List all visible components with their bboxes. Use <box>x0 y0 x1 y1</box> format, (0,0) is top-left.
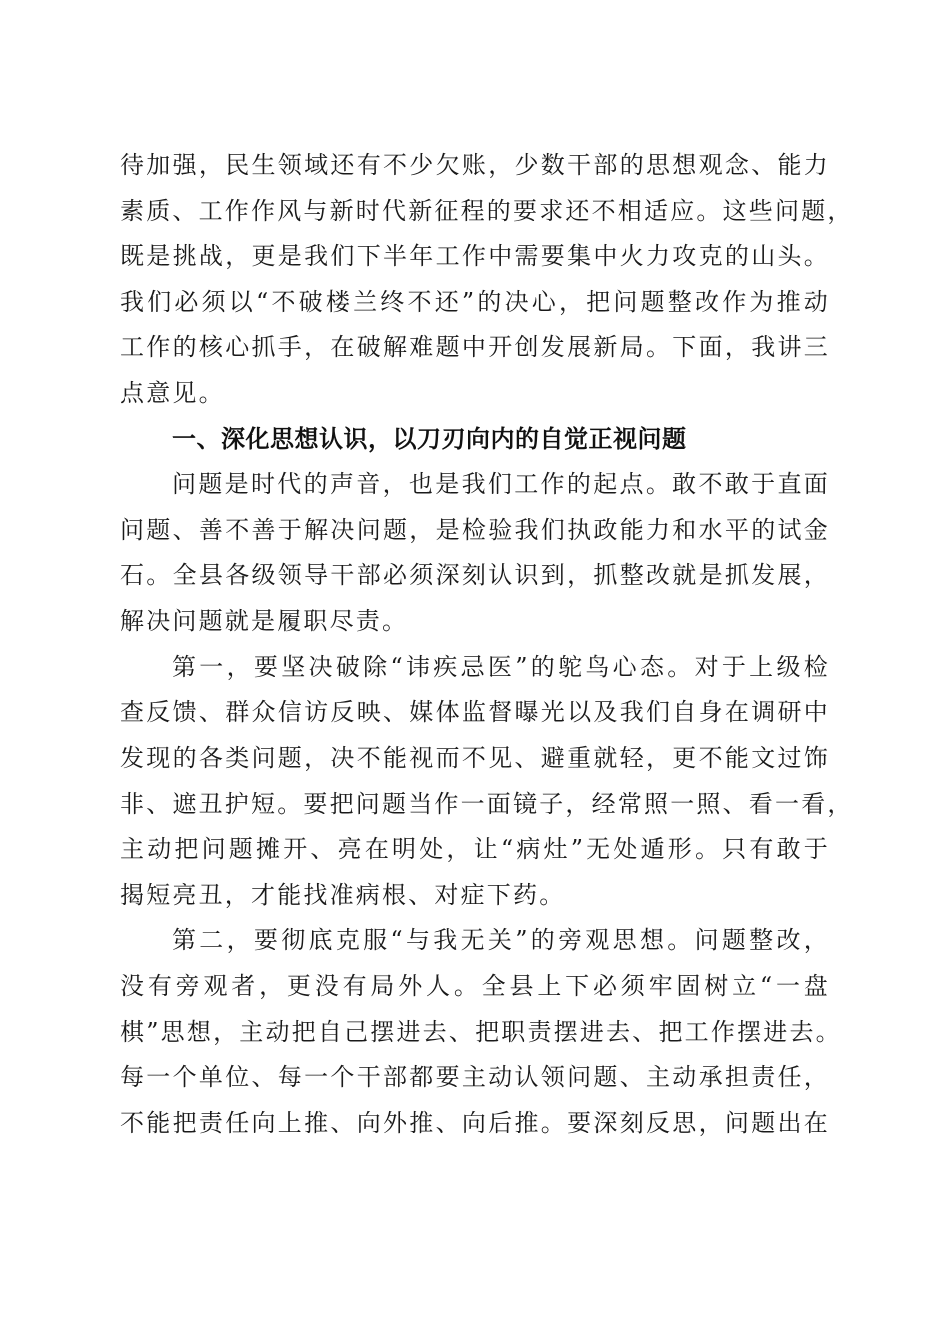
paragraph-line: 我们必须以“不破楼兰终不还”的决心，把问题整改作为推动 <box>120 288 830 316</box>
paragraph-line: 待加强，民生领域还有不少欠账，少数干部的思想观念、能力 <box>120 151 830 179</box>
paragraph-line: 既是挑战，更是我们下半年工作中需要集中火力攻克的山头。 <box>120 242 830 270</box>
paragraph-line: 第一，要坚决破除“讳疾忌医”的鸵鸟心态。对于上级检 <box>172 653 830 681</box>
paragraph-line: 棋”思想，主动把自己摆进去、把职责摆进去、把工作摆进去。 <box>120 1018 842 1046</box>
paragraph-line: 点意见。 <box>120 379 225 407</box>
paragraph-line: 主动把问题摊开、亮在明处，让“病灶”无处遁形。只有敢于 <box>120 835 830 863</box>
paragraph-line: 工作的核心抓手，在破解难题中开创发展新局。下面，我讲三 <box>120 333 830 361</box>
paragraph-line: 查反馈、群众信访反映、媒体监督曝光以及我们自身在调研中 <box>120 698 830 726</box>
paragraph-line: 素质、工作作风与新时代新征程的要求还不相适应。这些问题， <box>120 197 854 225</box>
paragraph-line: 每一个单位、每一个干部都要主动认领问题、主动承担责任， <box>120 1063 830 1091</box>
paragraph-line: 第二，要彻底克服“与我无关”的旁观思想。问题整改， <box>172 926 830 954</box>
paragraph-line: 问题是时代的声音，也是我们工作的起点。敢不敢于直面 <box>172 470 830 498</box>
paragraph-line: 解决问题就是履职尽责。 <box>120 607 409 635</box>
paragraph-line: 揭短亮丑，才能找准病根、对症下药。 <box>120 881 566 909</box>
paragraph-line: 没有旁观者，更没有局外人。全县上下必须牢固树立“一盘 <box>120 972 830 1000</box>
paragraph-line: 非、遮丑护短。要把问题当作一面镜子，经常照一照、看一看， <box>120 790 854 818</box>
section-heading: 一、深化思想认识，以刀刃向内的自觉正视问题 <box>172 425 687 453</box>
paragraph-line: 问题、善不善于解决问题，是检验我们执政能力和水平的试金 <box>120 516 830 544</box>
paragraph-line: 石。全县各级领导干部必须深刻认识到，抓整改就是抓发展， <box>120 561 830 589</box>
paragraph-line: 不能把责任向上推、向外推、向后推。要深刻反思，问题出在 <box>120 1109 830 1137</box>
paragraph-line: 发现的各类问题，决不能视而不见、避重就轻，更不能文过饰 <box>120 744 830 772</box>
